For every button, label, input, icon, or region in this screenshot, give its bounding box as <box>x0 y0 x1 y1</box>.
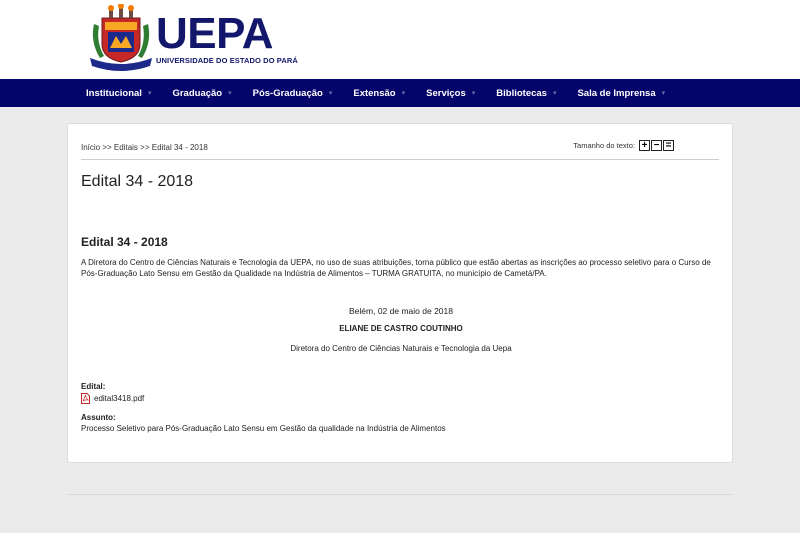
nav-menu <box>86 79 686 107</box>
footer-divider <box>67 494 733 495</box>
site-header <box>0 0 800 79</box>
signature-role: Diretora do Centro de Ciências Naturais e Tecnologia da Uepa <box>290 344 512 353</box>
text-size-label: Tamanho do texto: <box>573 141 635 150</box>
pdf-file-icon <box>81 393 90 404</box>
nav-item-graduacao[interactable] <box>172 79 231 107</box>
nav-item-label: Pós-Graduação <box>252 87 323 99</box>
assunto-text: Processo Seletivo para Pós-Graduação Lato Sensu em Gestão da qualidade na Indústria de Alimentos <box>81 424 446 433</box>
nav-item-sala-de-imprensa[interactable] <box>577 79 665 107</box>
article-title: Edital 34 - 2018 <box>81 235 168 249</box>
logo-subtitle: UNIVERSIDADE DO ESTADO DO PARÁ <box>156 55 298 65</box>
chevron-down-icon: ▾ <box>471 90 476 97</box>
nav-item-label: Bibliotecas <box>496 87 547 99</box>
breadcrumb-separator: >> <box>137 143 152 152</box>
breadcrumb-home-link[interactable]: Início <box>81 143 101 152</box>
assunto-label: Assunto: <box>81 413 116 422</box>
logo-text <box>156 8 298 65</box>
nav-item-label: Sala de Imprensa <box>577 87 656 99</box>
article-body: A Diretora do Centro de Ciências Naturais e Tecnologia da UEPA, no uso de suas atribuições, torna público que estão abertas as inscrições ao processo seletivo para o Curso de Pós-Graduação Lato Sensu em Gestão da Qualidade na Indústria de Alimentos – TURMA GRATUITA, no município de Cametá/PA. <box>81 258 711 278</box>
nav-item-institucional[interactable] <box>86 79 151 107</box>
chevron-down-icon: ▾ <box>228 90 232 97</box>
chevron-down-icon: ▾ <box>401 90 406 97</box>
breadcrumb-editais-link[interactable]: Editais <box>113 143 138 152</box>
nav-item-label: Serviços <box>426 87 466 99</box>
site-logo-link[interactable] <box>88 3 298 75</box>
edital-file-name: edital3418.pdf <box>94 394 145 403</box>
signature-date: Belém, 02 de maio de 2018 <box>349 306 453 316</box>
nav-item-servicos[interactable] <box>426 79 475 107</box>
coat-of-arms-icon <box>88 4 154 74</box>
nav-item-label: Extensão <box>353 87 396 99</box>
signature-name: ELIANE DE CASTRO COUTINHO <box>339 324 463 333</box>
edital-file-link[interactable] <box>81 393 144 404</box>
page-title: Edital 34 - 2018 <box>81 173 194 190</box>
nav-item-bibliotecas[interactable] <box>496 79 556 107</box>
content-panel <box>67 123 733 463</box>
chevron-down-icon: ▾ <box>147 90 152 97</box>
chevron-down-icon: ▾ <box>661 90 666 97</box>
decrease-text-button[interactable]: − <box>651 140 662 151</box>
nav-item-extensao[interactable] <box>353 79 405 107</box>
nav-item-label: Institucional <box>86 87 142 99</box>
breadcrumb-current: Edital 34 - 2018 <box>151 143 208 152</box>
chevron-down-icon: ▾ <box>328 90 333 97</box>
nav-item-label: Graduação <box>172 87 223 99</box>
logo-title: UEPA <box>156 8 273 58</box>
chevron-down-icon: ▾ <box>552 90 557 97</box>
breadcrumb-divider <box>81 159 719 160</box>
breadcrumb <box>81 143 208 152</box>
reset-text-button[interactable]: = <box>663 140 674 151</box>
increase-text-button[interactable]: + <box>639 140 650 151</box>
edital-label: Edital: <box>81 382 106 391</box>
main-navigation <box>0 79 800 107</box>
text-size-control <box>573 140 674 151</box>
breadcrumb-separator: >> <box>100 143 114 152</box>
nav-item-pos-graduacao[interactable] <box>253 79 333 107</box>
